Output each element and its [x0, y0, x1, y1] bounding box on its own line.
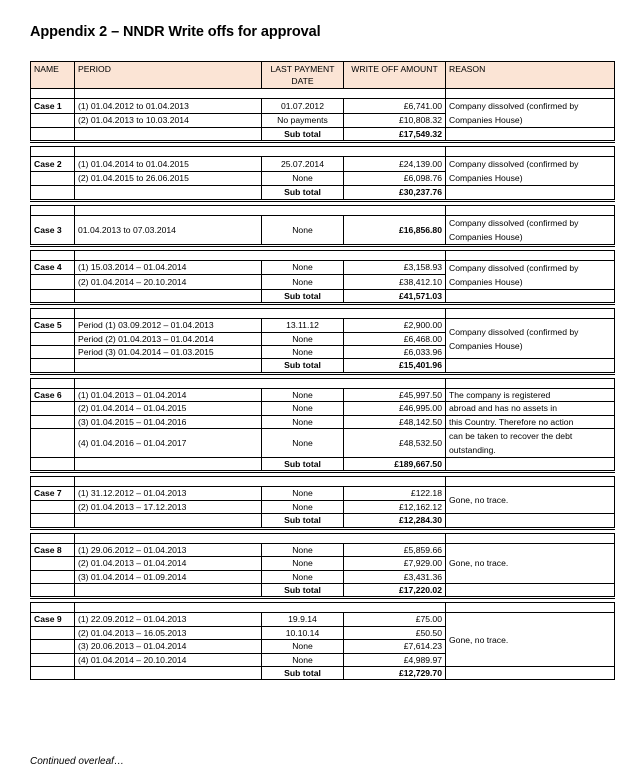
table-row	[31, 402, 615, 415]
period-cell: 01.04.2013 to 07.03.2014	[75, 215, 262, 245]
reason-cell: Gone, no trace.	[446, 613, 615, 667]
subtotal-row	[31, 359, 615, 373]
reason-cell: Gone, no trace.	[446, 487, 615, 514]
reason-cell: can be taken to recover the debt outstanding.	[446, 429, 615, 458]
period-cell: (3) 01.04.2014 – 01.09.2014	[75, 570, 262, 583]
period-cell: (3) 01.04.2015 – 01.04.2016	[75, 415, 262, 428]
subtotal-label: Sub total	[262, 583, 344, 597]
amount-cell: £2,900.00	[344, 319, 446, 332]
case-name: Case 7	[31, 487, 75, 500]
last-payment-cell: No payments	[262, 113, 344, 128]
amount-cell: £24,139.00	[344, 157, 446, 172]
spacer-row	[31, 378, 615, 388]
amount-cell: £7,929.00	[344, 557, 446, 570]
last-payment-cell: None	[262, 415, 344, 428]
amount-cell: £45,997.50	[344, 388, 446, 401]
case-name: Case 3	[31, 215, 75, 245]
header-amount: WRITE OFF AMOUNT	[344, 62, 446, 89]
table-row	[31, 215, 615, 245]
table-row	[31, 99, 615, 114]
amount-cell: £6,468.00	[344, 332, 446, 345]
last-payment-cell: None	[262, 543, 344, 556]
document-page	[30, 24, 614, 680]
amount-cell: £38,412.10	[344, 275, 446, 290]
last-payment-cell: None	[262, 402, 344, 415]
amount-cell: £48,142.50	[344, 415, 446, 428]
period-cell: (2) 01.04.2015 to 26.06.2015	[75, 171, 262, 186]
spacer-row	[31, 147, 615, 157]
last-payment-cell: None	[262, 215, 344, 245]
subtotal-label: Sub total	[262, 359, 344, 373]
table-row	[31, 157, 615, 172]
last-payment-cell: 25.07.2014	[262, 157, 344, 172]
case-name: Case 4	[31, 260, 75, 275]
subtotal-value: £30,237.76	[344, 186, 446, 200]
amount-cell: £5,859.66	[344, 543, 446, 556]
spacer-row	[31, 89, 615, 99]
reason-cell: abroad and has no assets in	[446, 402, 615, 415]
table-row	[31, 319, 615, 332]
period-cell: (1) 01.04.2014 to 01.04.2015	[75, 157, 262, 172]
subtotal-value: £17,549.32	[344, 128, 446, 142]
reason-cell: this Country. Therefore no action	[446, 415, 615, 428]
table-row	[31, 388, 615, 401]
amount-cell: £6,741.00	[344, 99, 446, 114]
subtotal-row	[31, 186, 615, 200]
period-cell: (2) 01.04.2013 – 17.12.2013	[75, 500, 262, 513]
amount-cell: £50.50	[344, 626, 446, 639]
subtotal-row	[31, 128, 615, 142]
amount-cell: £46,995.00	[344, 402, 446, 415]
period-cell: (1) 01.04.2012 to 01.04.2013	[75, 99, 262, 114]
last-payment-cell: None	[262, 640, 344, 653]
subtotal-label: Sub total	[262, 514, 344, 528]
period-cell: (4) 01.04.2014 – 20.10.2014	[75, 653, 262, 666]
period-cell: (2) 01.04.2014 – 01.04.2015	[75, 402, 262, 415]
subtotal-value: £17,220.02	[344, 583, 446, 597]
case-name: Case 8	[31, 543, 75, 556]
header-reason: REASON	[446, 62, 615, 89]
case-name: Case 5	[31, 319, 75, 332]
reason-cell: Company dissolved (confirmed by Companies House)	[446, 319, 615, 359]
amount-cell: £122.18	[344, 487, 446, 500]
subtotal-value: £12,729.70	[344, 666, 446, 679]
amount-cell: £4,989.97	[344, 653, 446, 666]
period-cell: Period (1) 03.09.2012 – 01.04.2013	[75, 319, 262, 332]
last-payment-cell: None	[262, 653, 344, 666]
subtotal-row	[31, 458, 615, 472]
table-row	[31, 487, 615, 500]
spacer-row	[31, 603, 615, 613]
amount-cell: £3,431.36	[344, 570, 446, 583]
subtotal-label: Sub total	[262, 289, 344, 303]
period-cell: (3) 20.06.2013 – 01.04.2014	[75, 640, 262, 653]
amount-cell: £48,532.50	[344, 429, 446, 458]
subtotal-label: Sub total	[262, 666, 344, 679]
header-name: NAME	[31, 62, 75, 89]
last-payment-cell: None	[262, 557, 344, 570]
subtotal-value: £41,571.03	[344, 289, 446, 303]
amount-cell: £10,808.32	[344, 113, 446, 128]
period-cell: (1) 31.12.2012 – 01.04.2013	[75, 487, 262, 500]
subtotal-label: Sub total	[262, 186, 344, 200]
amount-cell: £75.00	[344, 613, 446, 626]
case-name: Case 2	[31, 157, 75, 172]
amount-cell: £6,033.96	[344, 346, 446, 359]
last-payment-cell: 01.07.2012	[262, 99, 344, 114]
subtotal-row	[31, 289, 615, 303]
case-name: Case 9	[31, 613, 75, 626]
reason-cell: Company dissolved (confirmed by Companies House)	[446, 260, 615, 289]
last-payment-cell: None	[262, 487, 344, 500]
period-cell: (1) 22.09.2012 – 01.04.2013	[75, 613, 262, 626]
period-cell: (1) 29.06.2012 – 01.04.2013	[75, 543, 262, 556]
last-payment-cell: None	[262, 388, 344, 401]
amount-cell: £16,856.80	[344, 215, 446, 245]
case-name: Case 6	[31, 388, 75, 401]
period-cell: Period (3) 01.04.2014 – 01.03.2015	[75, 346, 262, 359]
subtotal-label: Sub total	[262, 458, 344, 472]
last-payment-cell: None	[262, 332, 344, 345]
amount-cell: £7,614.23	[344, 640, 446, 653]
case-name: Case 1	[31, 99, 75, 114]
reason-cell: Gone, no trace.	[446, 543, 615, 583]
spacer-row	[31, 533, 615, 543]
spacer-row	[31, 309, 615, 319]
spacer-row	[31, 250, 615, 260]
period-cell: Period (2) 01.04.2013 – 01.04.2014	[75, 332, 262, 345]
period-cell: (2) 01.04.2013 to 10.03.2014	[75, 113, 262, 128]
last-payment-cell: 10.10.14	[262, 626, 344, 639]
last-payment-cell: None	[262, 500, 344, 513]
last-payment-cell: None	[262, 346, 344, 359]
reason-cell: Company dissolved (confirmed by Companies House)	[446, 215, 615, 245]
table-row	[31, 543, 615, 556]
period-cell: (4) 01.04.2016 – 01.04.2017	[75, 429, 262, 458]
period-cell: (2) 01.04.2013 – 16.05.2013	[75, 626, 262, 639]
subtotal-row	[31, 583, 615, 597]
last-payment-cell: None	[262, 260, 344, 275]
write-offs-table	[30, 61, 615, 680]
page-title: Appendix 2 – NNDR Write offs for approval	[30, 24, 321, 40]
header-row	[31, 62, 615, 89]
subtotal-value: £189,667.50	[344, 458, 446, 472]
subtotal-row	[31, 666, 615, 679]
subtotal-label: Sub total	[262, 128, 344, 142]
period-cell: (1) 01.04.2013 – 01.04.2014	[75, 388, 262, 401]
continued-note: Continued overleaf…	[30, 756, 124, 767]
last-payment-cell: 13.11.12	[262, 319, 344, 332]
table-row	[31, 415, 615, 428]
last-payment-cell: None	[262, 570, 344, 583]
last-payment-cell: None	[262, 275, 344, 290]
header-period: PERIOD	[75, 62, 262, 89]
amount-cell: £3,158.93	[344, 260, 446, 275]
amount-cell: £6,098.76	[344, 171, 446, 186]
reason-cell: Company dissolved (confirmed by Companies House)	[446, 157, 615, 186]
reason-cell: The company is registered	[446, 388, 615, 401]
period-cell: (2) 01.04.2014 – 20.10.2014	[75, 275, 262, 290]
last-payment-cell: None	[262, 171, 344, 186]
subtotal-value: £15,401.96	[344, 359, 446, 373]
table-row	[31, 260, 615, 275]
last-payment-cell: None	[262, 429, 344, 458]
last-payment-cell: 19.9.14	[262, 613, 344, 626]
header-last-payment: LAST PAYMENT DATE	[262, 62, 344, 89]
spacer-row	[31, 205, 615, 215]
amount-cell: £12,162.12	[344, 500, 446, 513]
period-cell: (1) 15.03.2014 – 01.04.2014	[75, 260, 262, 275]
reason-cell: Company dissolved (confirmed by Companies House)	[446, 99, 615, 128]
subtotal-value: £12,284.30	[344, 514, 446, 528]
period-cell: (2) 01.04.2013 – 01.04.2014	[75, 557, 262, 570]
spacer-row	[31, 477, 615, 487]
table-row	[31, 429, 615, 458]
table-row	[31, 613, 615, 626]
subtotal-row	[31, 514, 615, 528]
